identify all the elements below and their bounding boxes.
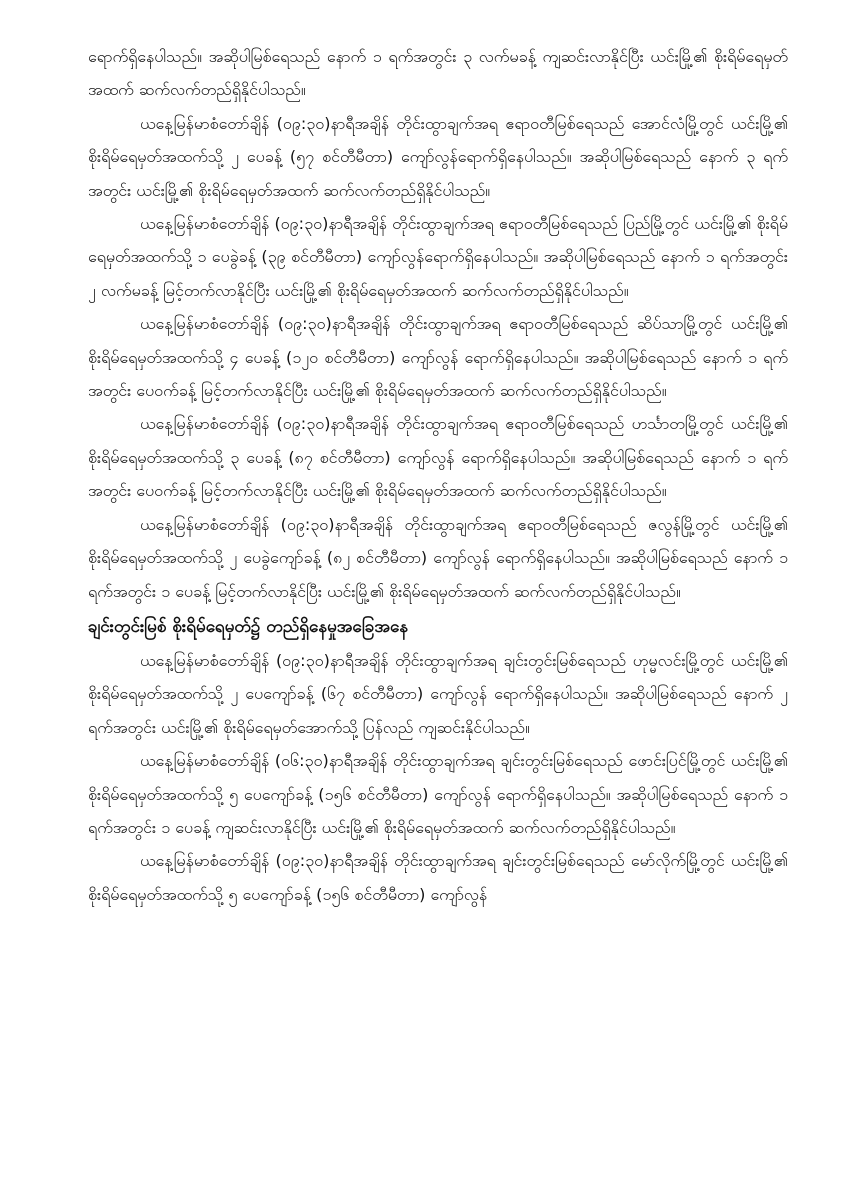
paragraph-zalun: ယနေ့မြန်မာစံတော်ချိန် (၀၉:၃၀)နာရီအချိန် တိုင်းထွာချက်အရ ဧရာဝတီမြစ်ရေသည် ဇလွန်မြို့တွင် ယင်းမြို့၏ စိုးရိမ်ရေမှတ်အထက်သို့ ၂ ပေခွဲကျော်ခန့် (၈၂ စင်တီမီတာ) ကျော်လွန် ရောက်ရှိနေပါသည်။ အဆိုပါမြစ်ရေသည် နောက် ၁ ရက်အတွင်း ၁ ပေခန့် မြင့်တက်လာနိုင်ပြီး ယင်းမြို့၏ စိုးရိမ်ရေမှတ်အထက် ဆက်လက်တည်ရှိနိုင်ပါသည်။ xyxy=(88,514,788,601)
section-heading: ချင်းတွင်းမြစ် စိုးရိမ်ရေမှတ်၌ တည်ရှိနေမှုအခြေအနေ xyxy=(88,616,409,637)
paragraph-mawlaik: ယနေ့မြန်မာစံတော်ချိန် (၀၉:၃၀)နာရီအချိန် တိုင်းထွာချက်အရ ချင်းတွင်းမြစ်ရေသည် မော်လိုက်မြို့တွင် ယင်းမြို့၏ စိုးရိမ်ရေမှတ်အထက်သို့ ၅ ပေကျော်ခန့် (၁၅၆ စင်တီမီတာ) ကျော်လွန် xyxy=(88,851,788,904)
paragraph-aunglan: ယနေ့မြန်မာစံတော်ချိန် (၀၉:၃၀)နာရီအချိန် တိုင်းထွာချက်အရ ဧရာဝတီမြစ်ရေသည် အောင်လံမြို့တွင် ယင်းမြို့၏ စိုးရိမ်ရေမှတ်အထက်သို့ ၂ ပေခန့် (၅၇ စင်တီမီတာ) ကျော်လွန်ရောက်ရှိနေပါသည်။ အဆိုပါမြစ်ရေသည် နောက် ၃ ရက်အတွင်း ယင်းမြို့၏ စိုးရိမ်ရေမှတ်အထက် ဆက်လက်တည်ရှိနိုင်ပါသည်။ xyxy=(88,113,788,200)
paragraph-hinthada: ယနေ့မြန်မာစံတော်ချိန် (၀၉:၃၀)နာရီအချိန် တိုင်းထွာချက်အရ ဧရာဝတီမြစ်ရေသည် ဟင်္သာတမြို့တွင် ယင်းမြို့၏ စိုးရိမ်ရေမှတ်အထက်သို့ ၃ ပေခန့် (၈၇ စင်တီမီတာ) ကျော်လွန် ရောက်ရှိနေပါသည်။ အဆိုပါမြစ်ရေသည် နောက် ၁ ရက်အတွင်း ပေဝက်ခန့် မြင့်တက်လာနိုင်ပြီး ယင်းမြို့၏ စိုးရိမ်ရေမှတ်အထက် ဆက်လက်တည်ရှိနိုင်ပါသည်။ xyxy=(88,414,788,501)
paragraph-pyay: ယနေ့မြန်မာစံတော်ချိန် (၀၉:၃၀)နာရီအချိန် တိုင်းထွာချက်အရ ဧရာဝတီမြစ်ရေသည် ပြည်မြို့တွင် ယင်းမြို့၏ စိုးရိမ်ရေမှတ်အထက်သို့ ၁ ပေခွဲခန့် (၃၉ စင်တီမီတာ) ကျော်လွန်ရောက်ရှိနေပါသည်။ အဆိုပါမြစ်ရေသည် နောက် ၁ ရက်အတွင်း ၂ လက်မခန့် မြင့်တက်လာနိုင်ပြီး ယင်းမြို့၏ စိုးရိမ်ရေမှတ်အထက် ဆက်လက်တည်ရှိနိုင်ပါသည်။ xyxy=(88,214,788,300)
paragraph-phaungpyin: ယနေ့မြန်မာစံတော်ချိန် (၀၆:၃၀)နာရီအချိန် တိုင်းထွာချက်အရ ချင်းတွင်းမြစ်ရေသည် ဖောင်းပြင်မြို့တွင် ယင်းမြို့၏ စိုးရိမ်ရေမှတ်အထက်သို့ ၅ ပေကျော်ခန့် (၁၅၆ စင်တီမီတာ) ကျော်လွန် ရောက်ရှိနေပါသည်။ အဆိုပါမြစ်ရေသည် နောက် ၁ ရက်အတွင်း ၁ ပေခန့် ကျဆင်းလာနိုင်ပြီး ယင်းမြို့၏ စိုးရိမ်ရေမှတ်အထက် ဆက်လက်တည်ရှိနိုင်ပါသည်။ xyxy=(88,751,788,837)
paragraph-seikthar: ယနေ့မြန်မာစံတော်ချိန် (၀၉:၃၀)နာရီအချိန် တိုင်းထွာချက်အရ ဧရာဝတီမြစ်ရေသည် ဆိပ်သာမြို့တွင် ယင်းမြို့၏ စိုးရိမ်ရေမှတ်အထက်သို့ ၄ ပေခန့် (၁၂၀ စင်တီမီတာ) ကျော်လွန် ရောက်ရှိနေပါသည်။ အဆိုပါမြစ်ရေသည် နောက် ၁ ရက်အတွင်း ပေဝက်ခန့် မြင့်တက်လာနိုင်ပြီး ယင်းမြို့၏ စိုးရိမ်ရေမှတ်အထက် ဆက်လက်တည်ရှိနိုင်ပါသည်။ xyxy=(88,314,788,401)
paragraph-continuation: ရောက်ရှိနေပါသည်။ အဆိုပါမြစ်ရေသည် နောက် ၁ ရက်အတွင်း ၃ လက်မခန့် ကျဆင်းလာနိုင်ပြီး ယင်းမြို့၏ စိုးရိမ်ရေမှတ်အထက် ဆက်လက်တည်ရှိနိုင်ပါသည်။ xyxy=(88,47,788,100)
document-page xyxy=(88,40,788,911)
paragraph-homalin: ယနေ့မြန်မာစံတော်ချိန် (၀၉:၃၀)နာရီအချိန် တိုင်းထွာချက်အရ ချင်းတွင်းမြစ်ရေသည် ဟုမ္မလင်းမြို့တွင် ယင်းမြို့၏ စိုးရိမ်ရေမှတ်အထက်သို့ ၂ ပေကျော်ခန့် (၆၇ စင်တီမီတာ) ကျော်လွန် ရောက်ရှိနေပါသည်။ အဆိုပါမြစ်ရေသည် နောက် ၂ ရက်အတွင်း ယင်းမြို့၏ စိုးရိမ်ရေမှတ်အောက်သို့ ပြန်လည် ကျဆင်းနိုင်ပါသည်။ xyxy=(88,650,788,737)
